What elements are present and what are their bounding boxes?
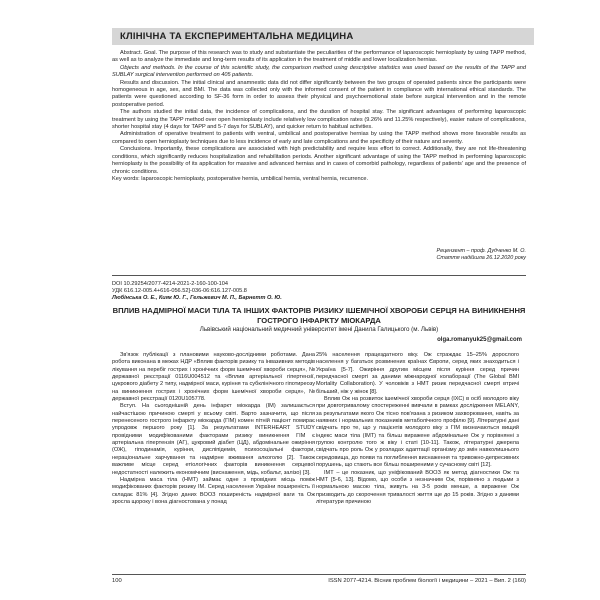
divider bbox=[112, 275, 526, 276]
review-info bbox=[380, 248, 526, 262]
body-paragraph: 25% населення працездатного віку. Ож страждає 15–25% дорослого населення у багатьох розвинених країнах Європи, серед яких знаходиться і Україна [5-7]. Ожиріння другим місцем після куріння серед причин передчасної смерті за даними міжнародної колаборації (The Global BMI Mortality Collaboration). У чоловіків з НМТ ризик передчасної смерті втричі більший, ніж у жінок [8]. bbox=[316, 352, 519, 395]
abstract-paragraph: Conclusions. Importantly, these complications are associated with high predictability and require less effort to correct. Additionally, they are not life-threatening conditions, which significantly reduces hospitalization and rehabilitation periods. Another significant advantage of using the TAPP method in performing laparoscopic hernioplasty is the possibility of its application for massive and advanced hernias and in cases of comorbid pathology, regardless of patients' age and the presence of chronic conditions. bbox=[112, 146, 526, 175]
affiliation: Львівський національний медичний університет імені Данила Галицького (м. Львів) bbox=[199, 326, 439, 333]
right-column bbox=[316, 352, 519, 506]
section-header: КЛІНІЧНА ТА ЕКСПЕРИМЕНТАЛЬНА МЕДИЦИНА bbox=[112, 28, 534, 45]
body-paragraph: Зв'язок публікації з плановими науково-дослідними роботами. Дана робота виконана в межах НДР «Вплив факторів ризику та інвазивних методів лікування на перебіг гострих і хронічних форм ішемічної хвороби серця», № державної реєстрації 0116U004512 та «Вплив артеріальної гіпертензії, цукрового діабету 2 типу, надмірної маси, куріння та субклінічного гіпотиреозу на виникнення гострих і хронічних форм ішемічної хвороби серця», № державної реєстрації 0120U105778. bbox=[112, 352, 315, 403]
abstract-paragraph: Administration of operative treatment to patients with ventral, umbilical and postoperative hernias by using the TAPP method shows more favorable results as compared to open hernioplasty techniques due to less incidence of early and late complications and the specificity of their nature and severity. bbox=[112, 131, 526, 145]
journal-info: ISSN 2077-4214. Вісник проблем біології і медицини – 2021 – Вип. 2 (160) bbox=[328, 578, 526, 584]
abstract bbox=[112, 50, 526, 183]
left-column bbox=[112, 352, 315, 506]
udc: УДК 616.12-005.4+616-056.52]-036-06:616.127-005.8 bbox=[112, 288, 247, 295]
abstract-paragraph: The authors studied the initial data, the incidence of complications, and the duration of hospital stay. The significant advantages of performing laparoscopic treatment by using the TAPP method over open hernioplasty include relatively low complication rates (9.26% and 11.25% respectively), easier nature of complications, shorter hospital stay (4 days for TAPP and 5-7 days for SUBLAY), and quicker return to habitual activities. bbox=[112, 109, 526, 131]
article-title: ВПЛИВ НАДМІРНОЇ МАСИ ТІЛА ТА ІНШИХ ФАКТОРІВ РИЗИКУ ІШЕМІЧНОЇ ХВОРОБИ СЕРЦЯ НА ВИНИКНЕННЯ ГОСТРОГО ІНФАРКТУ МІОКАРДА bbox=[112, 306, 526, 325]
doi: DOI 10.29254/2077-4214-2021-2-160-100-104 bbox=[112, 281, 229, 287]
keywords: Key words: laparoscopic hernioplasty, postoperative hernia, umbilical hernia, ventral hernia, recurrence. bbox=[112, 175, 369, 182]
body-paragraph: Вплив Ож на розвиток ішемічної хвороби серця (ІХС) в осіб молодого віку при довготривалому спостереженні вивчали в рамках дослідження MELANY, за результатами якого Ож тісно пов'язана з ризиком захворювання, навіть за наявних і нормальних показників метаболічного профілю [9]. Літературні дані свідчать про те, що у пацієнтів молодого віку з ГІМ визначаються вищий індекс маси тіла (ІМТ) та більш виражене абдомінальне Ож у порівнянні з групою контролю того ж віку і статі [10-11]. Також, літературні джерела свідчать про роль Ож у розладах адаптації організму до змін навколишнього середовища, до появи та поглиблення виснаження та тривожно-депресивних порушень, що стають все більш поширеними у сучасному світі [12]. bbox=[316, 396, 519, 469]
abstract-paragraph: Objects and methods. In the course of this scientific study, the comparison method using descriptive statistics was used based on the results of the TAPP and SUBLAY surgical intervention performed on 405 patients. bbox=[112, 64, 526, 79]
body-paragraph: Надмірна маса тіла (НМТ) займає одне з провідних місць поміж модифікованих факторів ризику ІМ. Серед населення України поширеність її складає 81% [4]. Згідно даних ВООЗ поширеність надмірної ваги та Ож зросла щороку і вона діагностована у понад bbox=[112, 476, 315, 505]
article-meta bbox=[112, 281, 526, 303]
author-email: olga.romanyuk25@gmail.com bbox=[437, 337, 522, 343]
authors: Любінська О. Е., Кияк Ю. Г., Гельжевич М. П., Барнетт О. Ю. bbox=[112, 295, 282, 302]
page-number: 100 bbox=[112, 578, 122, 584]
reviewer: Рецензент – проф. Дудченко М. О. bbox=[436, 248, 526, 254]
received-date: Стаття надійшла 26.12.2020 року bbox=[436, 255, 526, 261]
body-paragraph: Вступ. На сьогоднішній день інфаркт міокарда (ІМ) залишається найчастішою причиною смерті у всьому світі. Варто зазначити, що після перенесеного гострого інфаркту міокарда (ГІМ) комен пітній пацієнт помирає упродовж першого року [1]. За результатами INTERHEART STUDY провідними модифікованими факторами ризику виникнення ГІМ є артеріальна гіпертензія (АГ), цукровий діабет (ЦД), абдомінальне ожиріння (ОЖ), гіподинамія, куріння, дисліпідемія, психосоціальні фактори, нераціональне харчування та надмірне вживання алкоголю [2]. Також важливе місце серед етіологічних факторів виникнення серцевої недостатності належить економічним (виснаження, мідь, кобальт, залізо) [3]. bbox=[112, 403, 315, 476]
page-footer bbox=[112, 574, 526, 584]
abstract-paragraph: Abstract. Goal. The purpose of this research was to study and substantiate the peculiarities of the performance of laparoscopic hernioplasty by using TAPP method, as well as to analyze the immediate and long-term results of its application in the treatment of middle and lower localization hernias. bbox=[112, 50, 526, 64]
abstract-paragraph: Results and discussion. The initial clinical and anamnestic data did not differ significantly between the two groups of operated patients since the participants were homogeneous in age, sex, and BMI. The data was collected only with the informed consent of the patient in compliance with international ethical standards. The patients were questioned according to SF-36 form in order to assess their physical and psychoemotional state before surgical intervention and in the remote postoperative period. bbox=[112, 79, 526, 108]
body-paragraph: ІМТ – це показник, що уніфікований ВООЗ як метод діагностики Ож та НМТ [5-6, 13]. Відомо, що особи з незначним Ож, порівняно з людьми з нормальною масою тіла, живуть на 3-5 років менше, а виражене Ож призводить до скорочення тривалості життя ще до 15 років. Згідно з даними літератури причиною bbox=[316, 469, 519, 505]
